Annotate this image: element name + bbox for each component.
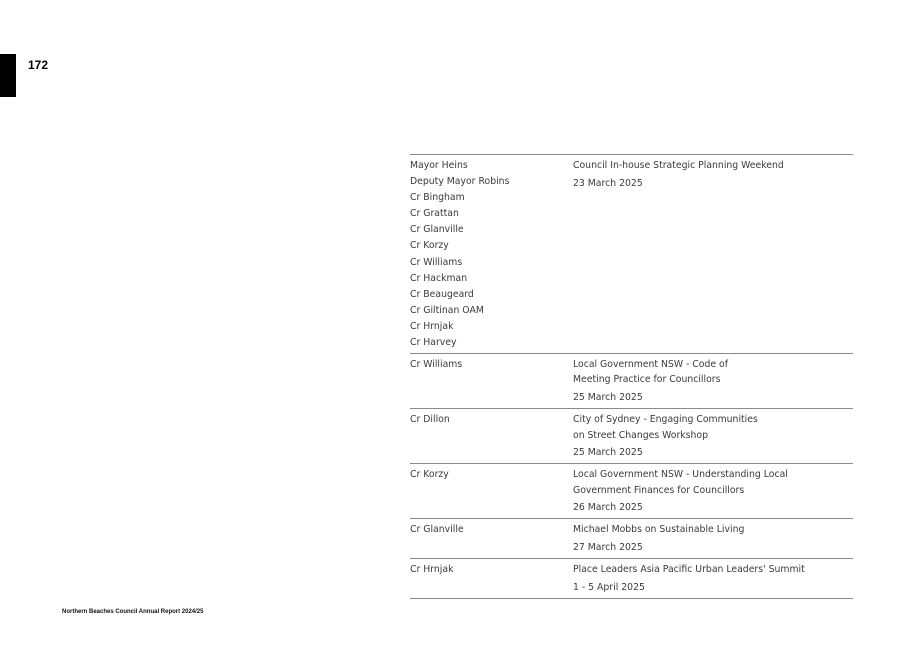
page-edge-tab	[0, 54, 16, 97]
table-row	[410, 559, 853, 599]
event-cell	[573, 158, 853, 351]
attendee-name: Cr Williams	[410, 359, 463, 371]
event-title: Council In-house Strategic Planning Weekend	[573, 160, 784, 171]
event-title: Government Finances for Councillors	[573, 484, 745, 496]
attendee-name: Cr Glanville	[410, 524, 464, 536]
attendee-name: Cr Bingham	[410, 192, 465, 204]
attendee-name: Cr Hackman	[410, 272, 468, 284]
table-row	[410, 519, 853, 559]
attendee-name: Cr Beaugeard	[410, 288, 474, 300]
event-date: 25 March 2025	[573, 447, 643, 459]
page-number: 172	[28, 58, 49, 72]
attendees-cell	[410, 357, 573, 406]
attendee-name: Cr Korzy	[410, 240, 449, 252]
attendees-cell	[410, 467, 573, 516]
event-title: Local Government NSW - Understanding Local	[573, 469, 788, 481]
attendee-name: Cr Grattan	[410, 208, 459, 220]
event-cell	[573, 562, 853, 596]
attendee-name: Cr Hrnjak	[410, 564, 454, 576]
attendee-name: Cr Harvey	[410, 337, 457, 349]
attendee-name: Cr Dillon	[410, 414, 450, 426]
event-title: Meeting Practice for Councillors	[573, 374, 721, 386]
event-title: Place Leaders Asia Pacific Urban Leaders' Summit	[573, 564, 805, 576]
event-cell	[573, 357, 853, 406]
event-cell	[573, 467, 853, 516]
event-title: City of Sydney - Engaging Communities	[573, 414, 758, 426]
table-row	[410, 464, 853, 519]
attendees-cell	[410, 562, 573, 596]
attendee-name: Cr Williams	[410, 256, 463, 268]
report-footer: Northern Beaches Council Annual Report 2024/25	[62, 609, 204, 615]
attendee-name: Cr Hrnjak	[410, 320, 454, 332]
attendees-cell	[410, 412, 573, 461]
table-row	[410, 409, 853, 464]
attendees-cell	[410, 158, 573, 351]
event-title: Local Government NSW - Code of	[573, 359, 729, 371]
event-title: on Street Changes Workshop	[573, 429, 708, 441]
event-cell	[573, 522, 853, 556]
event-date: 1 - 5 April 2025	[573, 582, 645, 593]
table-row	[410, 155, 853, 354]
training-table	[410, 154, 853, 599]
event-date: 27 March 2025	[573, 542, 643, 554]
attendee-name: Mayor Heins	[410, 160, 468, 171]
attendee-name: Cr Korzy	[410, 469, 449, 481]
attendee-name: Deputy Mayor Robins	[410, 176, 510, 188]
event-date: 26 March 2025	[573, 502, 643, 514]
table-row	[410, 354, 853, 409]
event-cell	[573, 412, 853, 461]
attendee-name: Cr Glanville	[410, 224, 464, 236]
attendee-name: Cr Giltinan OAM	[410, 304, 484, 316]
event-title: Michael Mobbs on Sustainable Living	[573, 524, 745, 536]
event-date: 25 March 2025	[573, 392, 643, 404]
attendees-cell	[410, 522, 573, 556]
event-date: 23 March 2025	[573, 177, 643, 189]
